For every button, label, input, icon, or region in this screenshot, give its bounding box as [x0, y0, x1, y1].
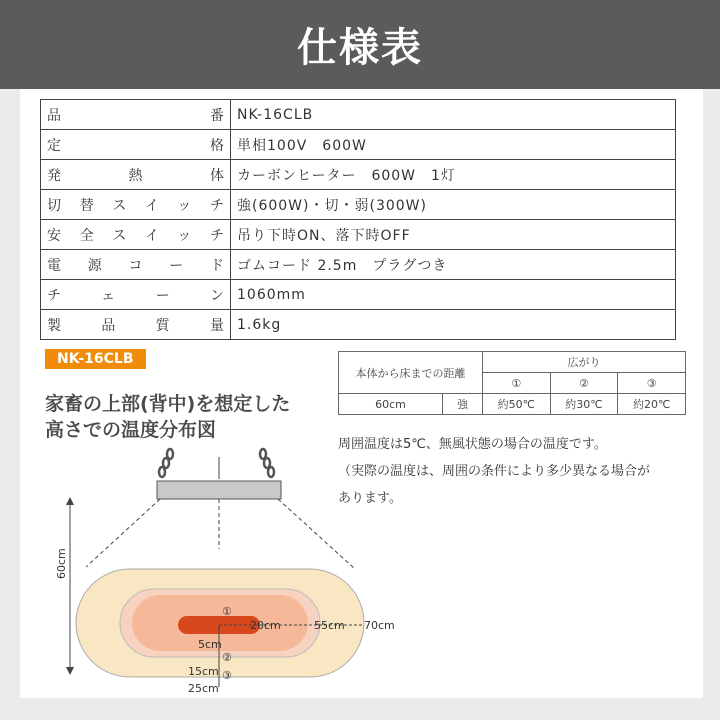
table-row [41, 280, 676, 310]
half-width-5-label: 5cm [198, 638, 222, 651]
radius-20-label: 20cm [250, 619, 281, 632]
spec-value: カーボンヒーター 600W 1灯 [231, 160, 676, 190]
table-row [339, 352, 686, 373]
note-line: （実際の温度は、周囲の条件により多少異なる場合が [338, 464, 651, 479]
spec-value: ゴムコード 2.5m プラグつき [231, 250, 676, 280]
spec-key: 製品質量 [41, 310, 231, 340]
table-row [41, 220, 676, 250]
spec-value: 単相100V 600W [231, 130, 676, 160]
radius-55-label: 55cm [314, 619, 345, 632]
spec-key: 切替スイッチ [41, 190, 231, 220]
spec-value: 1.6kg [231, 310, 676, 340]
height-label: 60cm [55, 548, 68, 579]
spec-value: NK-16CLB [231, 100, 676, 130]
zone-header: ① [483, 373, 551, 394]
spec-key: 発熱体 [41, 160, 231, 190]
half-width-25-label: 25cm [188, 682, 219, 695]
spread-line [86, 499, 160, 567]
arrow-head-icon [66, 497, 74, 505]
spec-table [40, 99, 676, 340]
spec-value: 吊り下時ON、落下時OFF [231, 220, 676, 250]
temp-cell: 約20℃ [618, 394, 686, 415]
mode-cell: 強 [443, 394, 483, 415]
table-row [41, 100, 676, 130]
diagram-title-line: 家畜の上部(背中)を想定した [45, 393, 291, 415]
half-width-15-label: 15cm [188, 665, 219, 678]
distance-cell: 60cm [339, 394, 443, 415]
spec-key: 安全スイッチ [41, 220, 231, 250]
diagram-title [45, 391, 290, 443]
zone-2-label: ② [222, 651, 232, 664]
diagram-title-line: 高さでの温度分布図 [45, 419, 217, 441]
heater-body [157, 481, 281, 499]
spec-panel [20, 89, 703, 698]
radius-70-label: 70cm [364, 619, 395, 632]
chain-icon [159, 449, 274, 477]
zone-header: ③ [618, 373, 686, 394]
zone-header: ② [550, 373, 618, 394]
note-line: あります。 [338, 491, 402, 506]
distance-header: 本体から床までの距離 [339, 352, 483, 394]
spec-value: 強(600W)・切・弱(300W) [231, 190, 676, 220]
table-row [339, 394, 686, 415]
page-title: 仕様表 [297, 25, 423, 71]
spec-key: 定格 [41, 130, 231, 160]
table-row [41, 130, 676, 160]
zone-1-label: ① [222, 605, 232, 618]
arrow-head-icon [66, 667, 74, 675]
spec-key: 電源コード [41, 250, 231, 280]
table-row [41, 310, 676, 340]
table-row [41, 250, 676, 280]
spread-line [278, 499, 355, 569]
spec-key: 品番 [41, 100, 231, 130]
range-table [338, 351, 686, 415]
zone-3-label: ③ [222, 669, 232, 682]
table-row [41, 160, 676, 190]
spec-value: 1060mm [231, 280, 676, 310]
spread-header: 広がり [483, 352, 686, 373]
spec-key: チェーン [41, 280, 231, 310]
model-tag: NK-16CLB [45, 349, 146, 369]
temp-cell: 約50℃ [483, 394, 551, 415]
temperature-diagram [20, 439, 703, 698]
page-header [0, 0, 720, 89]
note-line: 周囲温度は5℃、無風状態の場合の温度です。 [338, 437, 607, 452]
table-row [41, 190, 676, 220]
temp-cell: 約30℃ [550, 394, 618, 415]
